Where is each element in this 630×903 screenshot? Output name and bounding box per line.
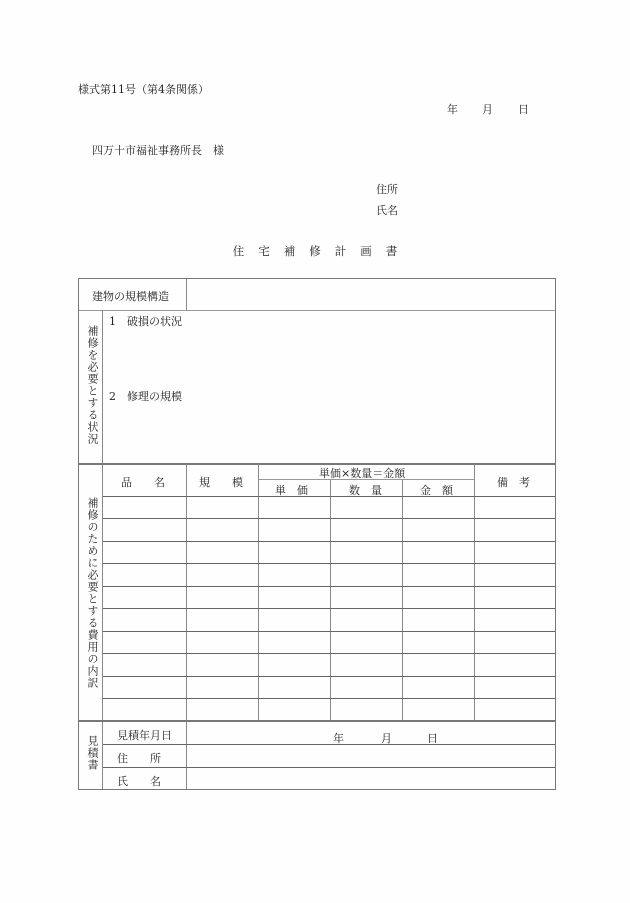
- col-amount: 金 額: [420, 484, 453, 497]
- col-remarks: 備 考: [497, 476, 530, 489]
- date-day-label: 日: [518, 103, 529, 116]
- building-structure-label: 建物の規模構造: [92, 290, 169, 303]
- col-formula: 単価×数量＝金額: [319, 467, 406, 480]
- date-year-label: 年: [447, 103, 458, 116]
- estimate-day-label: 日: [427, 732, 438, 745]
- estimate-date-field[interactable]: [187, 722, 555, 744]
- repair-scale-field[interactable]: [103, 404, 555, 462]
- repair-plan-table: [78, 278, 556, 790]
- estimate-address-label: 住 所: [117, 752, 161, 765]
- col-item-name: 品 名: [121, 476, 165, 489]
- estimate-name-label: 氏 名: [117, 775, 161, 788]
- building-structure-field[interactable]: [187, 279, 556, 310]
- damage-status-field[interactable]: [103, 329, 555, 384]
- addressee: 四万十市福祉事務所長 様: [92, 144, 224, 157]
- col-scale: 規 模: [199, 476, 243, 489]
- estimate-month-label: 月: [381, 732, 392, 745]
- cost-breakdown-section-label: 補修のために必要とする費用の内訳: [86, 497, 99, 689]
- estimate-year-label: 年: [333, 732, 344, 745]
- applicant-address-label: 住所: [376, 183, 398, 196]
- estimate-date-label: 見積年月日: [117, 729, 172, 742]
- col-unit-price: 単 価: [275, 484, 308, 497]
- estimate-address-field[interactable]: [187, 745, 555, 767]
- estimate-section-label: 見積書: [86, 735, 99, 771]
- cost-rows-area[interactable]: [103, 497, 555, 721]
- divider: [79, 310, 555, 311]
- form-number: 様式第11号（第4条関係）: [78, 83, 209, 96]
- divider: [79, 463, 555, 465]
- date-month-label: 月: [482, 103, 493, 116]
- col-quantity: 数 量: [349, 484, 382, 497]
- repair-status-section-label: 補修を必要とする状況: [86, 325, 99, 445]
- repair-scale-label: 2 修理の規模: [109, 390, 182, 403]
- estimate-name-field[interactable]: [187, 768, 555, 789]
- damage-status-label: 1 破損の状況: [109, 315, 182, 328]
- page-title: 住宅補修計画書: [232, 244, 412, 258]
- applicant-name-label: 氏名: [376, 204, 398, 217]
